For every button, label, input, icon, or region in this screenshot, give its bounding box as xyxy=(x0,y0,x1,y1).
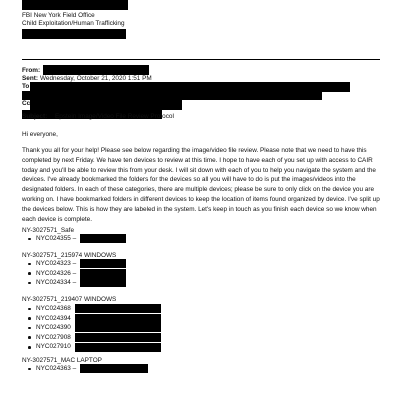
device-id: NYC024323 – xyxy=(36,260,77,267)
device-list-item xyxy=(22,323,161,333)
bullet-icon xyxy=(28,263,31,266)
device-list xyxy=(22,259,126,288)
device-list-item xyxy=(22,234,126,244)
device-list xyxy=(22,304,161,352)
redaction-device xyxy=(75,343,161,352)
device-list-item xyxy=(22,342,161,352)
bullet-icon xyxy=(28,346,31,349)
redaction-device xyxy=(80,269,126,278)
greeting: Hi everyone, xyxy=(22,131,58,138)
device-group-title: NY-3027571_219407 WINDOWS xyxy=(22,296,117,303)
device-id: NYC024326 – xyxy=(36,269,77,277)
device-id: NYC024394 xyxy=(36,314,71,322)
to-label: To xyxy=(22,83,30,90)
bullet-icon xyxy=(28,368,31,371)
bullet-icon xyxy=(28,308,31,311)
letterhead-office: FBI New York Field Office xyxy=(22,12,95,19)
device-list-item xyxy=(22,259,126,269)
redaction-letterhead-bottom xyxy=(22,29,126,39)
device-id: NYC024390 xyxy=(36,324,71,332)
bullet-icon xyxy=(28,272,31,275)
cc-label: Cc xyxy=(22,100,31,107)
subject-value: Epstein Image/Video File Review Protocol xyxy=(55,113,174,120)
device-group-title: NY-3027571_Safe xyxy=(22,227,74,234)
bullet-icon xyxy=(28,282,31,285)
redaction-device xyxy=(75,304,161,313)
from-label: From: xyxy=(22,67,41,74)
device-id: NYC027908 xyxy=(36,333,71,341)
device-list-item xyxy=(22,333,161,343)
subject-label: Subject: xyxy=(22,113,48,120)
bullet-icon xyxy=(28,238,31,241)
device-id: NYC024334 – xyxy=(36,279,77,287)
letterhead-division: Child Exploitation/Human Trafficking xyxy=(22,20,125,27)
redaction-device xyxy=(75,333,161,342)
redaction-device xyxy=(75,314,161,323)
device-list-item xyxy=(22,314,161,324)
device-list-item xyxy=(22,304,161,314)
redaction-device xyxy=(80,364,148,373)
redaction-device xyxy=(80,278,126,287)
bullet-icon xyxy=(28,317,31,320)
device-list-item xyxy=(22,364,148,374)
device-id: NYC024355 – xyxy=(36,235,77,242)
bullet-icon xyxy=(28,336,31,339)
device-list-item xyxy=(22,278,126,288)
redaction-letterhead-top xyxy=(22,0,128,10)
header-separator xyxy=(22,59,380,60)
device-group-title: NY-3027571_MAC LAPTOP xyxy=(22,357,102,364)
redaction-device xyxy=(75,323,161,332)
sent-label: Sent: xyxy=(22,75,38,82)
device-id: NYC024368 xyxy=(36,305,71,312)
bullet-icon xyxy=(28,327,31,330)
device-group-title: NY-3027571_215974 WINDOWS xyxy=(22,252,117,259)
device-id: NYC027910 xyxy=(36,343,71,351)
body-paragraph: Thank you all for your help! Please see below regarding the image/video file review. Please note that we need to have this completed by next Friday. We have ten devices to review at this time. I hope to have each of you set up with access to CAIR today and you'll be able to review this from your desk. I will sit down with each of you to help you navigate the system and the devices. I've already bookmarked the folders for the devices so all you will have to do is put the images/videos into the designated folders. In each of these categories, there are multiple devices; please be sure to only click on the device you are working on. I have bookmarked folders in different devices to keep the location of items found organized by device. I've split up the devices below. This is how they are labeled in the system. Let's keep in touch as you finish each device so we know when each device is complete. xyxy=(22,147,380,223)
redaction-from xyxy=(43,65,149,75)
device-list xyxy=(22,234,126,244)
redaction-device xyxy=(80,259,126,268)
redaction-cc xyxy=(30,99,182,110)
device-id: NYC024363 – xyxy=(36,365,77,372)
redaction-device xyxy=(80,234,126,243)
sent-value: Wednesday, October 21, 2020 1:51 PM xyxy=(40,75,152,82)
device-list xyxy=(22,364,148,374)
device-list-item xyxy=(22,269,126,279)
